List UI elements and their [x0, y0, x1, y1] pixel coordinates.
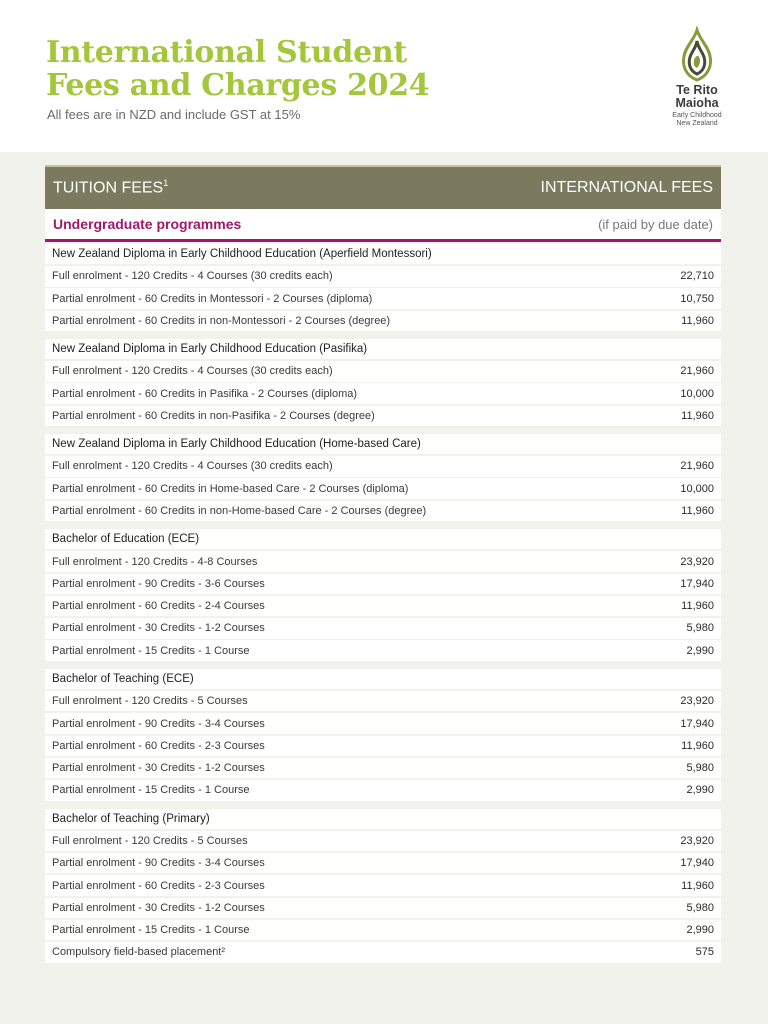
fee-row-amount: 21,960 — [680, 460, 714, 473]
fee-row-label: Partial enrolment - 90 Credits - 3-4 Courses — [52, 717, 265, 730]
fee-row-amount: 2,990 — [686, 644, 714, 657]
fee-row-amount: 5,980 — [686, 622, 714, 635]
fee-row — [45, 831, 721, 852]
fee-row-label: Partial enrolment - 30 Credits - 1-2 Courses — [52, 901, 265, 914]
tuition-fees-heading — [53, 178, 168, 197]
fee-row — [45, 501, 721, 522]
section-header — [45, 209, 721, 242]
fee-row — [45, 920, 721, 941]
logo-subtitle — [666, 112, 728, 128]
fee-row — [45, 640, 721, 661]
programme-group — [45, 339, 721, 426]
fee-row-amount: 575 — [695, 946, 714, 959]
logo-sub-line-2: New Zealand — [676, 120, 718, 127]
fee-row — [45, 875, 721, 896]
fee-row-label: Partial enrolment - 60 Credits in non-Home-based Care - 2 Courses (degree) — [52, 505, 427, 518]
fee-row-amount: 2,990 — [686, 924, 714, 937]
fee-row-label: Full enrolment - 120 Credits - 4 Courses (30 credits each) — [52, 365, 333, 378]
fee-row-amount: 23,920 — [680, 834, 714, 847]
fee-row-amount: 17,940 — [680, 717, 714, 730]
logo-name-line-2: Maioha — [675, 96, 719, 110]
fee-row-amount: 5,980 — [686, 901, 714, 914]
programme-title: Bachelor of Teaching (Primary) — [45, 809, 721, 829]
fee-row — [45, 478, 721, 499]
fee-row-label: Partial enrolment - 30 Credits - 1-2 Courses — [52, 622, 265, 635]
fees-table — [45, 165, 721, 971]
fee-row — [45, 311, 721, 332]
programme-title: New Zealand Diploma in Early Childhood Education (Home-based Care) — [45, 434, 721, 454]
fee-row-label: Partial enrolment - 90 Credits - 3-6 Courses — [52, 577, 265, 590]
fee-row-label: Partial enrolment - 60 Credits in Montessori - 2 Courses (diploma) — [52, 292, 373, 305]
fee-row-label: Partial enrolment - 30 Credits - 1-2 Courses — [52, 762, 265, 775]
table-header-bar — [45, 165, 721, 209]
fee-row — [45, 736, 721, 757]
fee-row-amount: 22,710 — [680, 270, 714, 283]
programme-group — [45, 809, 721, 963]
fee-row-label: Full enrolment - 120 Credits - 5 Courses — [52, 695, 248, 708]
programme-group — [45, 434, 721, 521]
fee-row-label: Partial enrolment - 60 Credits in Pasifika - 2 Courses (diploma) — [52, 387, 358, 400]
fee-row-label: Partial enrolment - 90 Credits - 3-4 Courses — [52, 857, 265, 870]
fee-row — [45, 713, 721, 734]
fee-row-label: Partial enrolment - 15 Credits - 1 Course — [52, 924, 250, 937]
programme-group — [45, 529, 721, 661]
fee-row-amount: 23,920 — [680, 695, 714, 708]
fee-row-label: Full enrolment - 120 Credits - 4-8 Courses — [52, 555, 258, 568]
logo-name — [666, 84, 728, 110]
fee-row-amount: 2,990 — [686, 784, 714, 797]
programme-title: New Zealand Diploma in Early Childhood Education (Aperfield Montessori) — [45, 244, 721, 264]
programme-group — [45, 669, 721, 801]
fee-row-label: Full enrolment - 120 Credits - 5 Courses — [52, 834, 248, 847]
programme-title: Bachelor of Education (ECE) — [45, 529, 721, 549]
fee-row — [45, 691, 721, 712]
programme-group — [45, 244, 721, 331]
footnote-1-marker: 1 — [163, 178, 169, 189]
fee-row — [45, 361, 721, 382]
te-rito-maioha-logo — [666, 26, 728, 128]
fee-row — [45, 898, 721, 919]
international-fees-heading: INTERNATIONAL FEES — [540, 179, 713, 196]
fee-row-label: Partial enrolment - 15 Credits - 1 Course — [52, 784, 250, 797]
fee-row-label: Full enrolment - 120 Credits - 4 Courses (30 credits each) — [52, 460, 333, 473]
fee-row-amount: 23,920 — [680, 555, 714, 568]
fee-row — [45, 618, 721, 639]
section-title: Undergraduate programmes — [53, 216, 242, 232]
logo-name-line-1: Te Rito — [676, 83, 718, 97]
fee-row-amount: 10,000 — [680, 482, 714, 495]
fee-row-label: Partial enrolment - 60 Credits - 2-3 Courses — [52, 739, 265, 752]
fee-row-amount: 10,000 — [680, 387, 714, 400]
fee-row — [45, 853, 721, 874]
fee-row-amount: 11,960 — [681, 314, 714, 327]
fee-row-label: Full enrolment - 120 Credits - 4 Courses (30 credits each) — [52, 270, 333, 283]
logo-sub-line-1: Early Childhood — [672, 112, 722, 119]
fee-row-amount: 10,750 — [680, 292, 714, 305]
fee-row-label: Partial enrolment - 60 Credits - 2-3 Courses — [52, 879, 265, 892]
fee-row-amount: 5,980 — [686, 762, 714, 775]
page-subtitle: All fees are in NZD and include GST at 15% — [47, 107, 301, 122]
fee-row-label: Partial enrolment - 15 Credits - 1 Course — [52, 644, 250, 657]
page-title — [46, 36, 429, 102]
fee-row-label: Partial enrolment - 60 Credits in non-Pasifika - 2 Courses (degree) — [52, 409, 375, 422]
fee-row-amount: 11,960 — [681, 739, 714, 752]
programme-groups — [45, 244, 721, 963]
fee-row-label: Partial enrolment - 60 Credits in non-Montessori - 2 Courses (degree) — [52, 314, 391, 327]
fee-row — [45, 551, 721, 572]
fee-row — [45, 383, 721, 404]
fee-row-label: Partial enrolment - 60 Credits in Home-based Care - 2 Courses (diploma) — [52, 482, 409, 495]
fee-row — [45, 574, 721, 595]
title-line-2: Fees and Charges 2024 — [46, 68, 430, 103]
fee-row — [45, 288, 721, 309]
tuition-fees-label: TUITION FEES — [53, 179, 164, 197]
fern-koru-icon — [680, 26, 714, 82]
fee-row-amount: 17,940 — [680, 857, 714, 870]
fee-row — [45, 596, 721, 617]
fee-row — [45, 758, 721, 779]
fee-row-amount: 11,960 — [681, 505, 714, 518]
section-note: (if paid by due date) — [598, 216, 713, 232]
fee-row-amount: 11,960 — [681, 409, 714, 422]
fee-row — [45, 266, 721, 287]
fee-row — [45, 780, 721, 801]
fee-row-amount: 11,960 — [681, 879, 714, 892]
fee-row-label: Compulsory field-based placement² — [52, 946, 226, 959]
fee-row-amount: 17,940 — [680, 577, 714, 590]
fee-row — [45, 456, 721, 477]
fee-row-label: Partial enrolment - 60 Credits - 2-4 Courses — [52, 600, 265, 613]
fee-row-amount: 21,960 — [680, 365, 714, 378]
programme-title: Bachelor of Teaching (ECE) — [45, 669, 721, 689]
fee-row — [45, 406, 721, 427]
title-line-1: International Student — [46, 35, 407, 70]
fee-row — [45, 942, 721, 963]
fee-row-amount: 11,960 — [681, 600, 714, 613]
programme-title: New Zealand Diploma in Early Childhood Education (Pasifika) — [45, 339, 721, 359]
